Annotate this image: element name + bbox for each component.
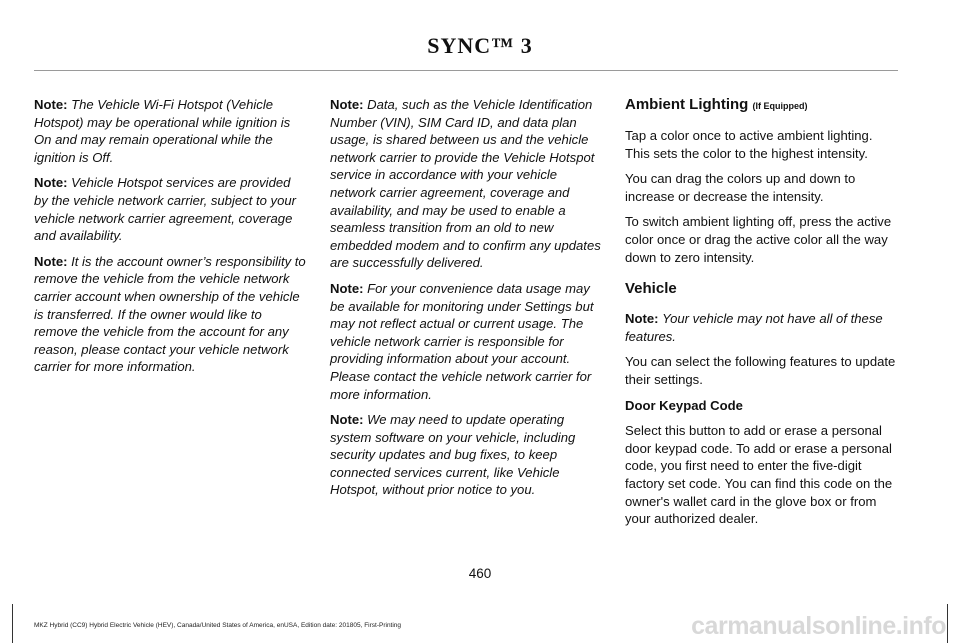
door-keypad-code-body: Select this button to add or erase a personal door keypad code. To add or erase a personal code, you first need to enter the five-digit factory set code. You can find this code on the owner's wallet card in the glove box or from your authorized dealer.: [625, 423, 893, 527]
note-software-updates: [330, 411, 602, 499]
note-label: Note:: [34, 97, 68, 112]
if-equipped-qualifier: (If Equipped): [752, 101, 808, 111]
note-data-sharing: [330, 96, 602, 272]
note-text: The Vehicle Wi-Fi Hotspot (Vehicle Hotspot) may be operational while ignition is On and may remain operational while the ignition is Off.: [34, 97, 291, 165]
ambient-paragraph: Tap a color once to active ambient lighting. This sets the color to the highest intensity.: [625, 128, 873, 161]
door-keypad-code-heading: Door Keypad Code: [625, 397, 743, 413]
heading-text: Ambient Lighting: [625, 96, 749, 113]
right-column: [625, 96, 897, 536]
note-account-owner: [34, 253, 306, 376]
note-text: Vehicle Hotspot services are provided by the vehicle network carrier, subject to your vehicle network carrier agreement, coverage and availability.: [34, 175, 296, 244]
note-text: We may need to update operating system software on your vehicle, including security updates and bug fixes, to keep connected services current, like Vehicle Hotspot, without prior notice to you.: [330, 412, 576, 498]
crop-mark-left: [12, 604, 13, 643]
middle-column: [330, 96, 602, 507]
note-data-usage: [330, 280, 602, 403]
ambient-paragraph: To switch ambient lighting off, press the active color once or drag the active color all the way down to zero intensity.: [625, 214, 892, 265]
note-text: Data, such as the Vehicle Identification Number (VIN), SIM Card ID, and data plan usage, is shared between us and the vehicle network carrier to provide the Vehicle Hotspot service in accordance with your vehicle network carrier agreement, coverage and availability, and may be used to enable a seamless transition from an old to new embedded modem and to confirm any updates are successfully delivered.: [330, 97, 601, 271]
vehicle-intro: You can select the following features to update their settings.: [625, 354, 896, 387]
note-text: For your convenience data usage may be available for monitoring under Settings but may not reflect actual or current usage. The vehicle network carrier is responsible for providing information about your account. Please contact the vehicle network carrier for more information.: [330, 280, 594, 402]
note-vehicle-features: [625, 310, 897, 345]
note-label: Note:: [330, 412, 364, 428]
note-label: Note:: [330, 97, 364, 112]
note-label: Note:: [34, 175, 68, 191]
footer-edition-text: MKZ Hybrid (CC9) Hybrid Electric Vehicle (HEV), Canada/United States of America, enUSA, Edition date: 201805, First-Printing: [34, 622, 402, 629]
note-text: It is the account owner’s responsibility to remove the vehicle from the vehicle network carrier account when ownership of the vehicle is transferred. If the owner would like to remove the vehicle from the account for any reason, please contact your vehicle network carrier for more information.: [34, 253, 306, 375]
note-text: Your vehicle may not have all of these features.: [625, 311, 883, 344]
note-hotspot-services: [34, 174, 306, 244]
ambient-lighting-heading: [625, 96, 897, 115]
page-number: 460: [468, 566, 492, 581]
vehicle-heading: Vehicle: [625, 280, 677, 298]
ambient-paragraph: You can drag the colors up and down to increase or decrease the intensity.: [625, 171, 856, 204]
note-label: Note:: [34, 253, 68, 269]
page-header-title: SYNC™ 3: [427, 33, 533, 58]
header-divider: [34, 70, 898, 71]
note-label: Note:: [625, 311, 659, 327]
crop-mark-right: [947, 604, 948, 643]
watermark: carmanualsonline.info: [691, 612, 946, 640]
left-column: [34, 96, 306, 384]
note-wifi-hotspot-operation: [34, 96, 306, 166]
note-label: Note:: [330, 280, 364, 296]
